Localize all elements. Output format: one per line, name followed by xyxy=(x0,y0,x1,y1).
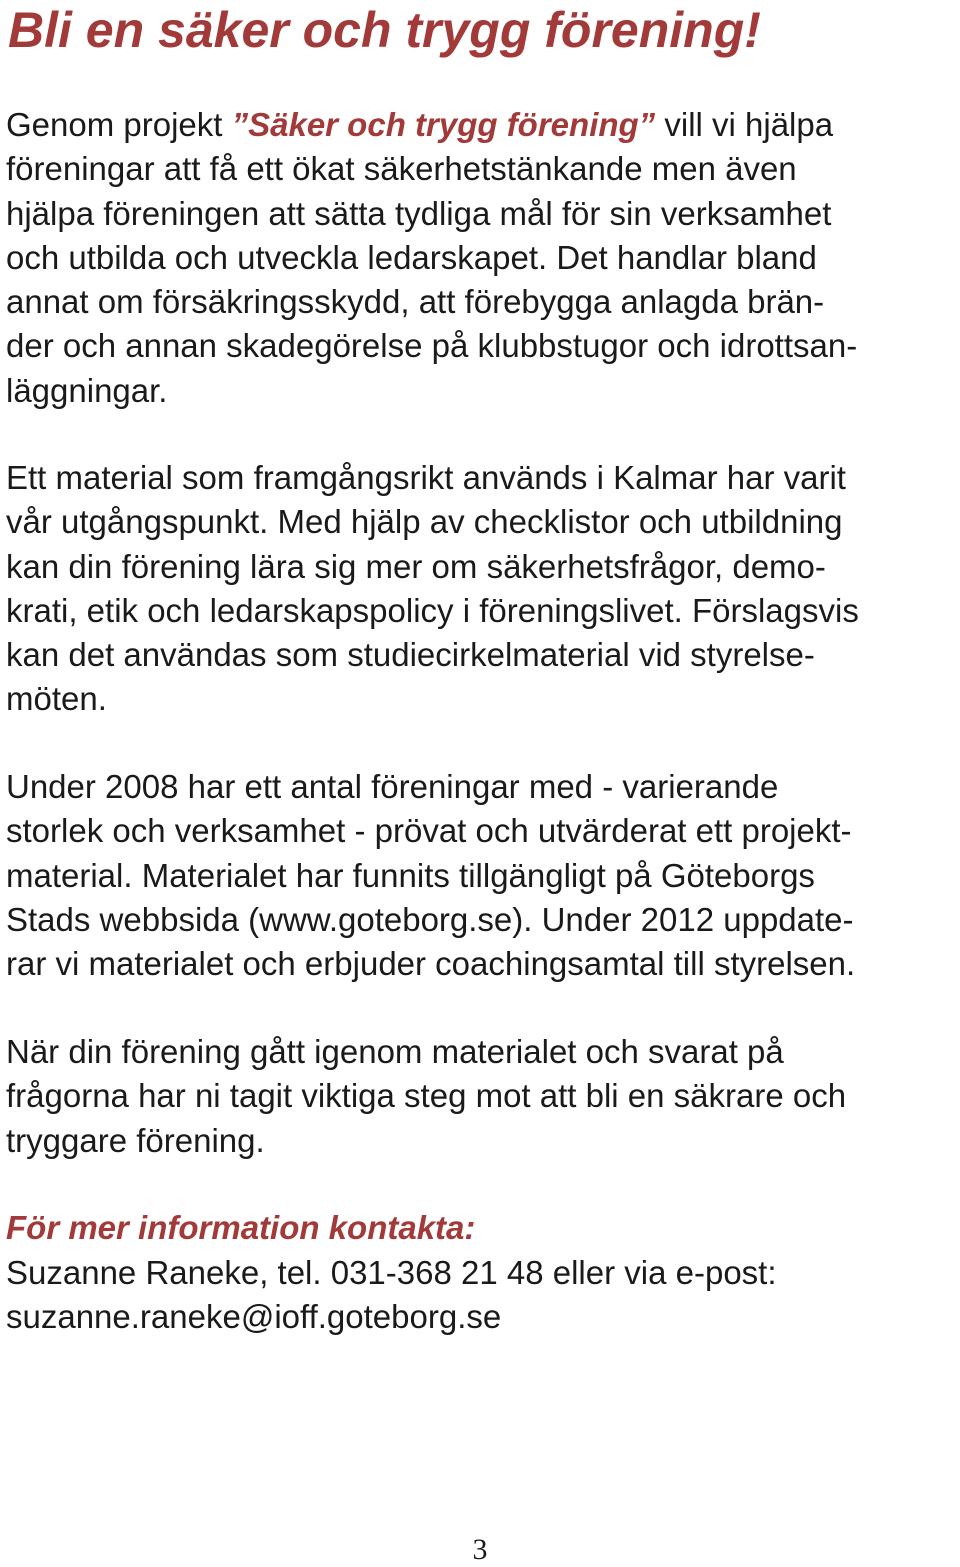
contact-email[interactable]: suzanne.raneke@ioff.goteborg.se xyxy=(6,1298,502,1336)
closing-line-1: När din förening gått igenom materialet och svarat på xyxy=(6,1033,784,1070)
intro-line-1 xyxy=(6,103,958,147)
material-line-3: kan din förening lära sig mer om säkerhetsfrågor, demo- xyxy=(6,547,826,585)
contact-heading: För mer information kontakta: xyxy=(6,1209,476,1246)
material-line-5: kan det användas som studiecirkelmaterial vid styrelse- xyxy=(6,636,815,674)
history-line-2: storlek och verksamhet - prövat och utvärderat ett projekt- xyxy=(6,812,852,850)
history-line-4: Stads webbsida (www.goteborg.se). Under 2012 uppdate- xyxy=(6,900,854,938)
material-paragraph xyxy=(6,456,958,722)
intro-line-3: hjälpa föreningen att sätta tydliga mål för sin verksamhet xyxy=(6,194,832,232)
intro-line-6: der och annan skadegörelse på klubbstugor och idrottsan- xyxy=(6,327,858,365)
contact-line: Suzanne Raneke, tel. 031-368 21 48 eller via e-post: xyxy=(6,1254,777,1291)
material-line-1: Ett material som framgångsrikt används i Kalmar har varit xyxy=(6,459,846,496)
closing-line-2: frågorna har ni tagit viktiga steg mot att bli en säkrare och xyxy=(6,1077,847,1115)
history-line-3: material. Materialet har funnits tillgängligt på Göteborgs xyxy=(6,856,815,894)
closing-line-3: tryggare förening. xyxy=(6,1121,265,1159)
material-line-2: vår utgångspunkt. Med hjälp av checklistor och utbildning xyxy=(6,503,843,541)
history-paragraph xyxy=(6,765,958,986)
closing-paragraph xyxy=(6,1030,958,1163)
project-name: ”Säker och trygg förening” xyxy=(222,106,656,143)
contact-paragraph xyxy=(6,1251,958,1340)
page-number: 3 xyxy=(472,1533,488,1566)
history-line-5: rar vi materialet och erbjuder coachingsamtal till styrelsen. xyxy=(6,945,856,983)
material-line-6: möten. xyxy=(6,680,107,718)
intro-line-5: annat om försäkringsskydd, att förebygga anlagda brän- xyxy=(6,283,825,321)
page-title: Bli en säker och trygg förening! xyxy=(8,2,761,58)
intro-text-start: Genom projekt xyxy=(6,106,223,143)
intro-paragraph xyxy=(6,103,958,413)
intro-text-end: vill vi hjälpa xyxy=(655,106,834,143)
intro-line-4: och utbilda och utveckla ledarskapet. Det handlar bland xyxy=(6,238,817,276)
history-line-1: Under 2008 har ett antal föreningar med - varierande xyxy=(6,768,779,805)
intro-line-7: läggningar. xyxy=(6,371,168,409)
material-line-4: krati, etik och ledarskapspolicy i föreningslivet. Förslagsvis xyxy=(6,591,859,629)
intro-line-2: föreningar att få ett ökat säkerhetstänkande men även xyxy=(6,150,797,188)
